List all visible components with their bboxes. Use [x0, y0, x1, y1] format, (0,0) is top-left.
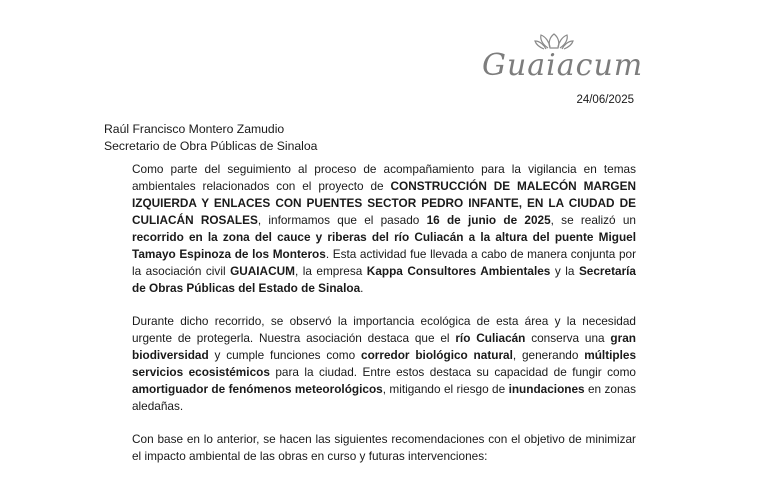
letter-date: 24/06/2025 [576, 94, 634, 106]
text-run: Como parte del seguimiento al proceso de acompañamiento para la vigilancia en temas ambientales relacionados con el proyecto de [132, 162, 636, 193]
company-name: Kappa Consultores Ambientales [366, 264, 551, 278]
logo-wordmark: Guaiacum [482, 48, 644, 83]
emphasis: inundaciones [508, 382, 585, 396]
text-run: . [360, 281, 364, 295]
emphasis: río Culiacán [455, 331, 526, 345]
text-run: , mitigando el riesgo de [382, 382, 509, 396]
recipient-title: Secretario de Obra Públicas de Sinaloa [104, 139, 318, 153]
text-run: y cumple funciones como [208, 348, 362, 362]
text-run: , se realizó un [550, 213, 636, 227]
text-run: . Esta actividad fue llevada a cabo de manera conjunta por la asociación civil [132, 247, 636, 278]
text-run: , informamos que el pasado [257, 213, 427, 227]
letter-body [132, 161, 636, 481]
text-run: Durante dicho recorrido, se observó la importancia ecológica de esta área y la necesidad urgente de protegerla. Nuestra asociación destaca que el [132, 314, 636, 345]
recipient-block [104, 121, 317, 155]
visit-location: recorrido en la zona del cauce y riberas del río Culiacán a la altura del puente Miguel Tamayo Espinoza de los Monteros [132, 230, 636, 261]
emphasis: amortiguador de fenómenos meteorológicos [132, 382, 383, 396]
text-run: para la ciudad. Entre estos destaca su capacidad de fungir como [269, 365, 636, 379]
text-run: , generando [512, 348, 585, 362]
text-run: , la empresa [294, 264, 367, 278]
paragraph-1 [132, 161, 636, 297]
emphasis: gran biodiversidad [132, 331, 636, 362]
association-name: GUAIACUM [230, 264, 295, 278]
emphasis: múltiples servicios ecosistémicos [132, 348, 637, 379]
paragraph-3 [132, 431, 636, 465]
text-run: y la [550, 264, 579, 278]
text-run: conserva una [525, 331, 611, 345]
project-name: CONSTRUCCIÓN DE MALECÓN MARGEN IZQUIERDA Y ENLACES CON PUENTES SECTOR PEDRO INFANTE, EN LA CIUDAD DE CULIACÁN ROSALES [132, 179, 636, 227]
recipient-name: Raúl Francisco Montero Zamudio [104, 122, 285, 136]
paragraph-2 [132, 313, 636, 415]
text-run: Con base en lo anterior, se hacen las siguientes recomendaciones con el objetivo de minimizar el impacto ambiental de las obras en curso y futuras intervenciones: [132, 432, 636, 463]
visit-date: 16 de junio de 2025 [426, 213, 551, 227]
guaiacum-logo [478, 28, 644, 88]
text-run: en zonas aledañas. [132, 382, 636, 413]
emphasis: corredor biológico natural [361, 348, 513, 362]
secretariat-name: Secretaría de Obras Públicas del Estado de Sinaloa [132, 264, 636, 295]
